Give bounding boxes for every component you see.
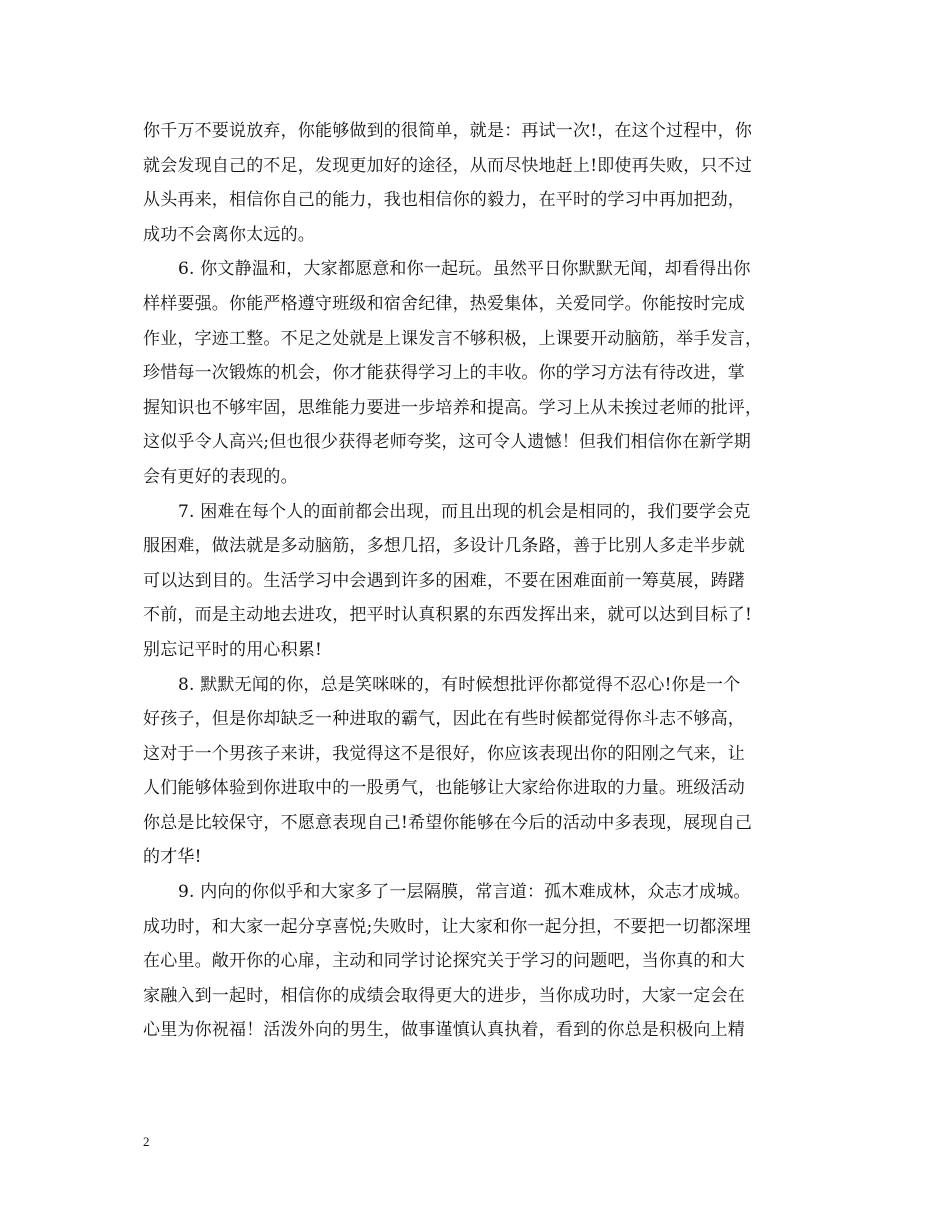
text-line: 成功时，和大家一起分享喜悦;失败时，让大家和你一起分担，不要把一切都深埋 bbox=[143, 916, 751, 937]
page-number: 2 bbox=[143, 1134, 150, 1149]
text-line: 8. 默默无闻的你，总是笑咪咪的，有时候想批评你都觉得不忍心!你是一个 bbox=[178, 674, 741, 695]
text-line: 家融入到一起时，相信你的成绩会取得更大的进步，当你成功时，大家一定会在 bbox=[143, 985, 745, 1006]
text-line: 好孩子，但是你却缺乏一种进取的霸气，因此在有些时候都觉得你斗志不够高， bbox=[143, 709, 745, 730]
text-line: 成功不会离你太远的。 bbox=[143, 224, 315, 245]
text-line: 不前，而是主动地去进攻，把平时认真积累的东西发挥出来，就可以达到目标了! bbox=[143, 605, 753, 626]
text-line: 6. 你文静温和，大家都愿意和你一起玩。虽然平日你默默无闻，却看得出你 bbox=[178, 259, 751, 280]
text-line: 的才华! bbox=[143, 847, 202, 868]
text-line: 服困难，做法就是多动脑筋，多想几招，多设计几条路，善于比别人多走半步就 bbox=[143, 536, 745, 557]
text-line: 心里为你祝福！活泼外向的男生，做事谨慎认真执着，看到的你总是积极向上精 bbox=[143, 1020, 745, 1041]
text-line: 7. 困难在每个人的面前都会出现，而且出现的机会是相同的，我们要学会克 bbox=[178, 501, 751, 522]
text-line: 9. 内向的你似乎和大家多了一层隔膜，常言道：孤木难成林，众志才成城。 bbox=[178, 882, 751, 903]
text-line: 从头再来，相信你自己的能力，我也相信你的毅力，在平时的学习中再加把劲， bbox=[143, 190, 745, 211]
text-line: 会有更好的表现的。 bbox=[143, 466, 298, 487]
text-line: 人们能够体验到你进取中的一股勇气，也能够让大家给你进取的力量。班级活动 bbox=[143, 778, 745, 799]
text-line: 就会发现自己的不足，发现更加好的途径，从而尽快地赶上!即使再失败，只不过 bbox=[143, 155, 753, 176]
text-line: 样样要强。你能严格遵守班级和宿舍纪律，热爱集体，关爱同学。你能按时完成 bbox=[143, 293, 745, 314]
text-line: 别忘记平时的用心积累! bbox=[143, 639, 323, 660]
text-line: 这似乎令人高兴;但也很少获得老师夸奖，这可令人遗憾！但我们相信你在新学期 bbox=[143, 432, 751, 453]
text-line: 握知识也不够牢固，思维能力要进一步培养和提高。学习上从未挨过老师的批评， bbox=[143, 397, 763, 418]
text-line: 可以达到目的。生活学习中会遇到许多的困难，不要在困难面前一筹莫展，踌躇 bbox=[143, 570, 745, 591]
text-line: 在心里。敞开你的心扉，主动和同学讨论探究关于学习的问题吧，当你真的和大 bbox=[143, 951, 745, 972]
body-text bbox=[143, 114, 813, 1048]
text-line: 你千万不要说放弃，你能够做到的很简单，就是：再试一次!，在这个过程中，你 bbox=[143, 121, 753, 141]
text-line: 珍惜每一次锻炼的机会，你才能获得学习上的丰收。你的学习方法有待改进，掌 bbox=[143, 363, 745, 384]
text-line: 你总是比较保守，不愿意表现自己!希望你能够在今后的活动中多表现，展现自己 bbox=[143, 812, 753, 833]
text-line: 作业，字迹工整。不足之处就是上课发言不够积极，上课要开动脑筋，举手发言， bbox=[143, 328, 763, 349]
text-line: 这对于一个男孩子来讲，我觉得这不是很好，你应该表现出你的阳刚之气来，让 bbox=[143, 743, 745, 764]
